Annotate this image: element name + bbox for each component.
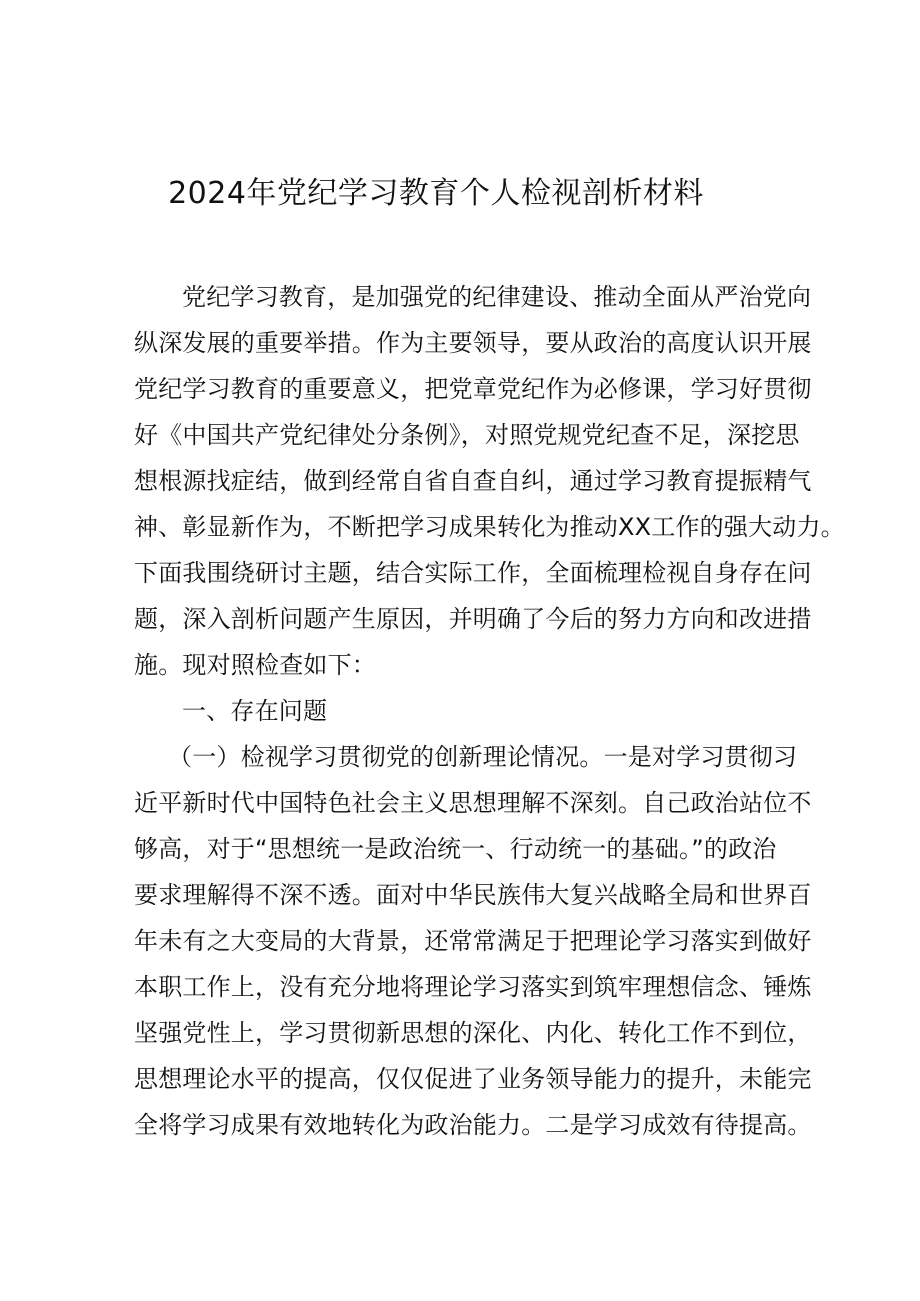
paragraph-line: 神、彰显新作为，不断把学习成果转化为推动XX工作的强大动力。 bbox=[134, 513, 845, 541]
paragraph-line: 施。现对照检查如下： bbox=[134, 651, 376, 679]
paragraph-line: 下面我围绕研讨主题，结合实际工作，全面梳理检视自身存在问 bbox=[134, 559, 812, 587]
paragraph-line: 够高，对于“思想统一是政治统一、行动统一的基础。”的政治 bbox=[134, 835, 777, 863]
document-body bbox=[134, 274, 845, 1148]
paragraph-line: 好《中国共产党纪律处分条例》，对照党规党纪查不足，深挖思 bbox=[134, 421, 800, 449]
section-heading: 一、存在问题 bbox=[182, 697, 328, 725]
paragraph-line: 党纪学习教育，是加强党的纪律建设、推动全面从严治党向 bbox=[182, 283, 812, 311]
paragraph-line: 题，深入剖析问题产生原因，并明确了今后的努力方向和改进措 bbox=[134, 605, 812, 633]
document-title: 2024年党纪学习教育个人检视剖析材料 bbox=[168, 176, 704, 211]
paragraph-line: （一）检视学习贯彻党的创新理论情况。一是对学习贯彻习 bbox=[168, 743, 798, 771]
paragraph-line: 纵深发展的重要举措。作为主要领导，要从政治的高度认识开展 bbox=[134, 329, 812, 357]
paragraph-line: 近平新时代中国特色社会主义思想理解不深刻。自己政治站位不 bbox=[134, 789, 812, 817]
paragraph-line: 坚强党性上，学习贯彻新思想的深化、内化、转化工作不到位， bbox=[134, 1019, 812, 1047]
paragraph-line: 想根源找症结，做到经常自省自查自纠，通过学习教育提振精气 bbox=[134, 467, 812, 495]
paragraph-line: 全将学习成果有效地转化为政治能力。二是学习成效有待提高。 bbox=[134, 1111, 812, 1139]
paragraph-line: 本职工作上，没有充分地将理论学习落实到筑牢理想信念、锤炼 bbox=[134, 973, 812, 1001]
paragraph-line: 要求理解得不深不透。面对中华民族伟大复兴战略全局和世界百 bbox=[134, 881, 812, 909]
paragraph-line: 党纪学习教育的重要意义，把党章党纪作为必修课，学习好贯彻 bbox=[134, 375, 812, 403]
paragraph-line: 思想理论水平的提高，仅仅促进了业务领导能力的提升，未能完 bbox=[134, 1065, 812, 1093]
paragraph-line: 年未有之大变局的大背景，还常常满足于把理论学习落实到做好 bbox=[134, 927, 812, 955]
